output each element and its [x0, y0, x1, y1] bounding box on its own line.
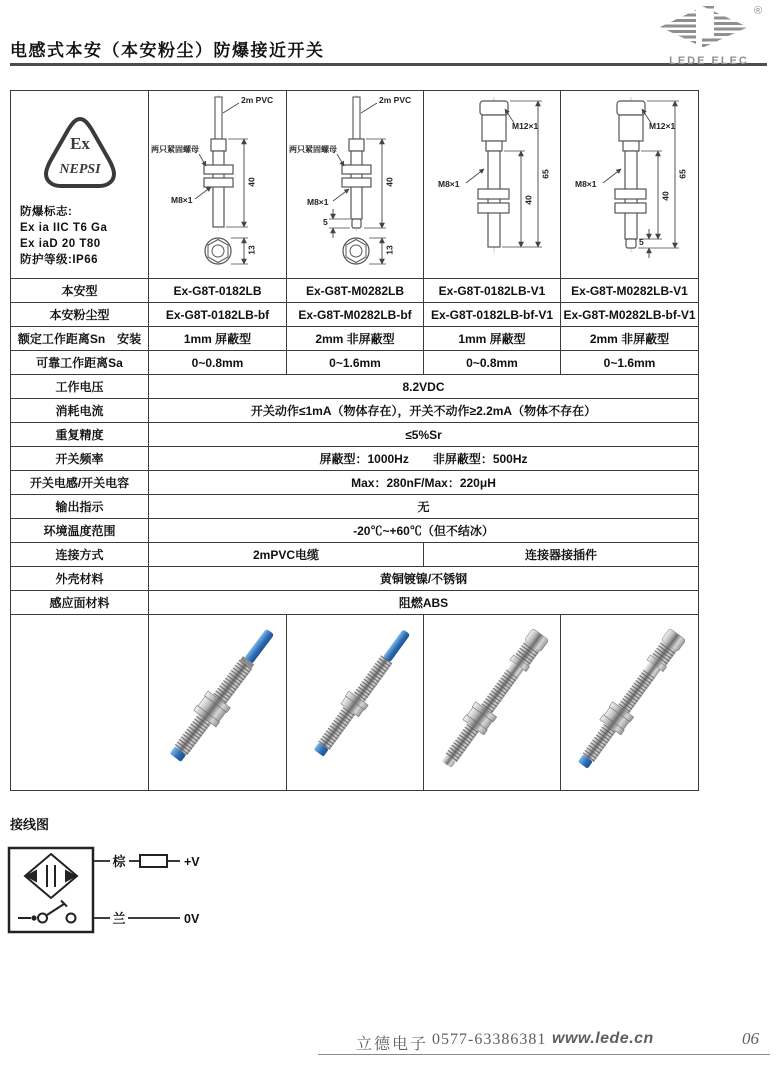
dim-total-length: 65: [540, 169, 551, 179]
row-label: 开关电感/开关电容: [11, 471, 149, 495]
ex-marking-block: [11, 204, 107, 268]
sensor-photo-image: [424, 615, 561, 789]
dim-label-thread: M8×1: [307, 197, 329, 207]
footer-rule: [318, 1054, 770, 1055]
row-label: 连接方式: [11, 543, 149, 567]
positive-terminal-label: +V: [184, 855, 200, 869]
resistor-symbol: [140, 855, 167, 867]
nepsi-mark-icon: [36, 113, 124, 195]
table-row: [11, 543, 699, 567]
drawing-cell-connector-shielded: [424, 91, 561, 279]
sensor-photo-image: [561, 615, 698, 789]
model-cell: Ex-G8T-0182LB-V1: [424, 279, 561, 303]
table-row: [11, 279, 699, 303]
product-photo-connector-shielded: [424, 615, 561, 791]
brand-logo: [646, 2, 772, 67]
empty-cell: [11, 615, 149, 791]
table-row: [11, 327, 699, 351]
table-row: [11, 519, 699, 543]
wiring-diagram: [6, 838, 246, 940]
dim-label-nuts: 两只紧固螺母: [151, 145, 199, 154]
row-label: 本安型: [11, 279, 149, 303]
drawing-cell-connector-nonshielded: [561, 91, 699, 279]
table-row: [11, 399, 699, 423]
dim-body-length: 40: [523, 195, 534, 205]
drawing-row: [11, 91, 699, 279]
row-label: 开关频率: [11, 447, 149, 471]
value-cell: 0~0.8mm: [149, 351, 287, 375]
value-cell: 2mm 非屏蔽型: [561, 327, 699, 351]
value-cell: 开关动作≤1mA（物体存在），开关不动作≥2.2mA（物体不存在）: [149, 399, 699, 423]
dim-tip-length: 5: [323, 217, 328, 227]
dim-label-thread: M8×1: [171, 195, 193, 205]
sensor-photo-image: [287, 615, 424, 789]
model-cell: Ex-G8T-M0282LB: [287, 279, 424, 303]
product-photo-connector-nonshielded: [561, 615, 699, 791]
page-title: 电感式本安（本安粉尘）防爆接近开关: [10, 41, 325, 60]
dim-label-connector: M12×1: [512, 121, 539, 131]
value-cell: 0~1.6mm: [561, 351, 699, 375]
dim-total-length: 65: [677, 169, 688, 179]
ex-marking-line: Ex ia IIC T6 Ga: [20, 222, 108, 234]
model-cell: Ex-G8T-0182LB-bf-V1: [424, 303, 561, 327]
table-row: [11, 375, 699, 399]
brown-wire-label: 棕: [112, 854, 126, 869]
nepsi-name-text: NEPSI: [58, 162, 101, 177]
footer-page-number: 06: [742, 1029, 759, 1048]
row-label: 额定工作距离Sn 安装: [11, 327, 149, 351]
row-label: 消耗电流: [11, 399, 149, 423]
value-cell: 8.2VDC: [149, 375, 699, 399]
table-row: [11, 591, 699, 615]
table-row: [11, 567, 699, 591]
product-photo-cable-nonshielded: [287, 615, 424, 791]
value-cell: ≤5%Sr: [149, 423, 699, 447]
footer-company: 立德电子: [356, 1036, 429, 1053]
dim-label-thread: M8×1: [438, 179, 460, 189]
row-label: 外壳材料: [11, 567, 149, 591]
wiring-diagram-title: 接线图: [10, 817, 50, 832]
row-label: 可靠工作距离Sa: [11, 351, 149, 375]
brand-name: LEDE ELEC: [669, 55, 749, 67]
footer-website: www.lede.cn: [552, 1030, 654, 1047]
table-row: [11, 471, 699, 495]
sensor-photo-image: [149, 615, 286, 789]
spec-table: [10, 90, 699, 791]
table-row: [11, 495, 699, 519]
dim-across-flats: 13: [384, 245, 395, 255]
row-label: 工作电压: [11, 375, 149, 399]
value-cell: Max：280nF/Max：220μH: [149, 471, 699, 495]
drawing-cell-cable-nonshielded: [287, 91, 424, 279]
value-cell: 1mm 屏蔽型: [424, 327, 561, 351]
drawing-cell-cable-shielded: [149, 91, 287, 279]
model-cell: Ex-G8T-0182LB: [149, 279, 287, 303]
zero-terminal-label: 0V: [184, 912, 200, 926]
value-cell: 黄铜镀镍/不锈钢: [149, 567, 699, 591]
value-cell: 0~0.8mm: [424, 351, 561, 375]
value-cell: 1mm 屏蔽型: [149, 327, 287, 351]
product-photo-cable-shielded: [149, 615, 287, 791]
model-cell: Ex-G8T-M0282LB-bf: [287, 303, 424, 327]
model-cell: Ex-G8T-M0282LB-bf-V1: [561, 303, 699, 327]
value-cell: -20℃~+60℃（但不结冰）: [149, 519, 699, 543]
registered-mark: ®: [754, 5, 763, 17]
dim-label-nuts: 两只紧固螺母: [289, 145, 337, 154]
model-cell: Ex-G8T-0182LB-bf: [149, 303, 287, 327]
dim-body-length: 40: [246, 177, 257, 187]
row-label: 本安粉尘型: [11, 303, 149, 327]
ex-marking-line: 防护等级:IP66: [20, 254, 98, 266]
value-cell: 2mPVC电缆: [149, 543, 424, 567]
certification-cell: [11, 91, 149, 279]
row-label: 重复精度: [11, 423, 149, 447]
dim-label-cable: 2m PVC: [379, 95, 412, 105]
value-cell: 2mm 非屏蔽型: [287, 327, 424, 351]
blue-wire-label: 兰: [112, 911, 126, 926]
ex-marking-line: Ex iaD 20 T80: [20, 238, 101, 250]
value-cell: 连接器接插件: [424, 543, 699, 567]
dim-label-cable: 2m PVC: [241, 95, 274, 105]
model-cell: Ex-G8T-M0282LB-V1: [561, 279, 699, 303]
dim-tip-length: 5: [639, 237, 644, 247]
row-label: 感应面材料: [11, 591, 149, 615]
dim-label-connector: M12×1: [649, 121, 676, 131]
dim-body-length: 40: [384, 177, 395, 187]
table-row: [11, 303, 699, 327]
photo-row: [11, 615, 699, 791]
footer-phone: 0577-63386381: [432, 1031, 547, 1048]
brand-diamond-icon: [646, 2, 772, 52]
table-row: [11, 423, 699, 447]
dim-body-length: 40: [660, 191, 671, 201]
dim-label-thread: M8×1: [575, 179, 597, 189]
row-label: 环境温度范围: [11, 519, 149, 543]
table-row: [11, 351, 699, 375]
nepsi-ex-text: Ex: [69, 134, 90, 153]
table-row: [11, 447, 699, 471]
value-cell: 阻燃ABS: [149, 591, 699, 615]
row-label: 输出指示: [11, 495, 149, 519]
value-cell: 屏蔽型：1000Hz 非屏蔽型：500Hz: [149, 447, 699, 471]
value-cell: 无: [149, 495, 699, 519]
dim-across-flats: 13: [246, 245, 257, 255]
ex-marking-line: 防爆标志:: [20, 206, 73, 218]
value-cell: 0~1.6mm: [287, 351, 424, 375]
